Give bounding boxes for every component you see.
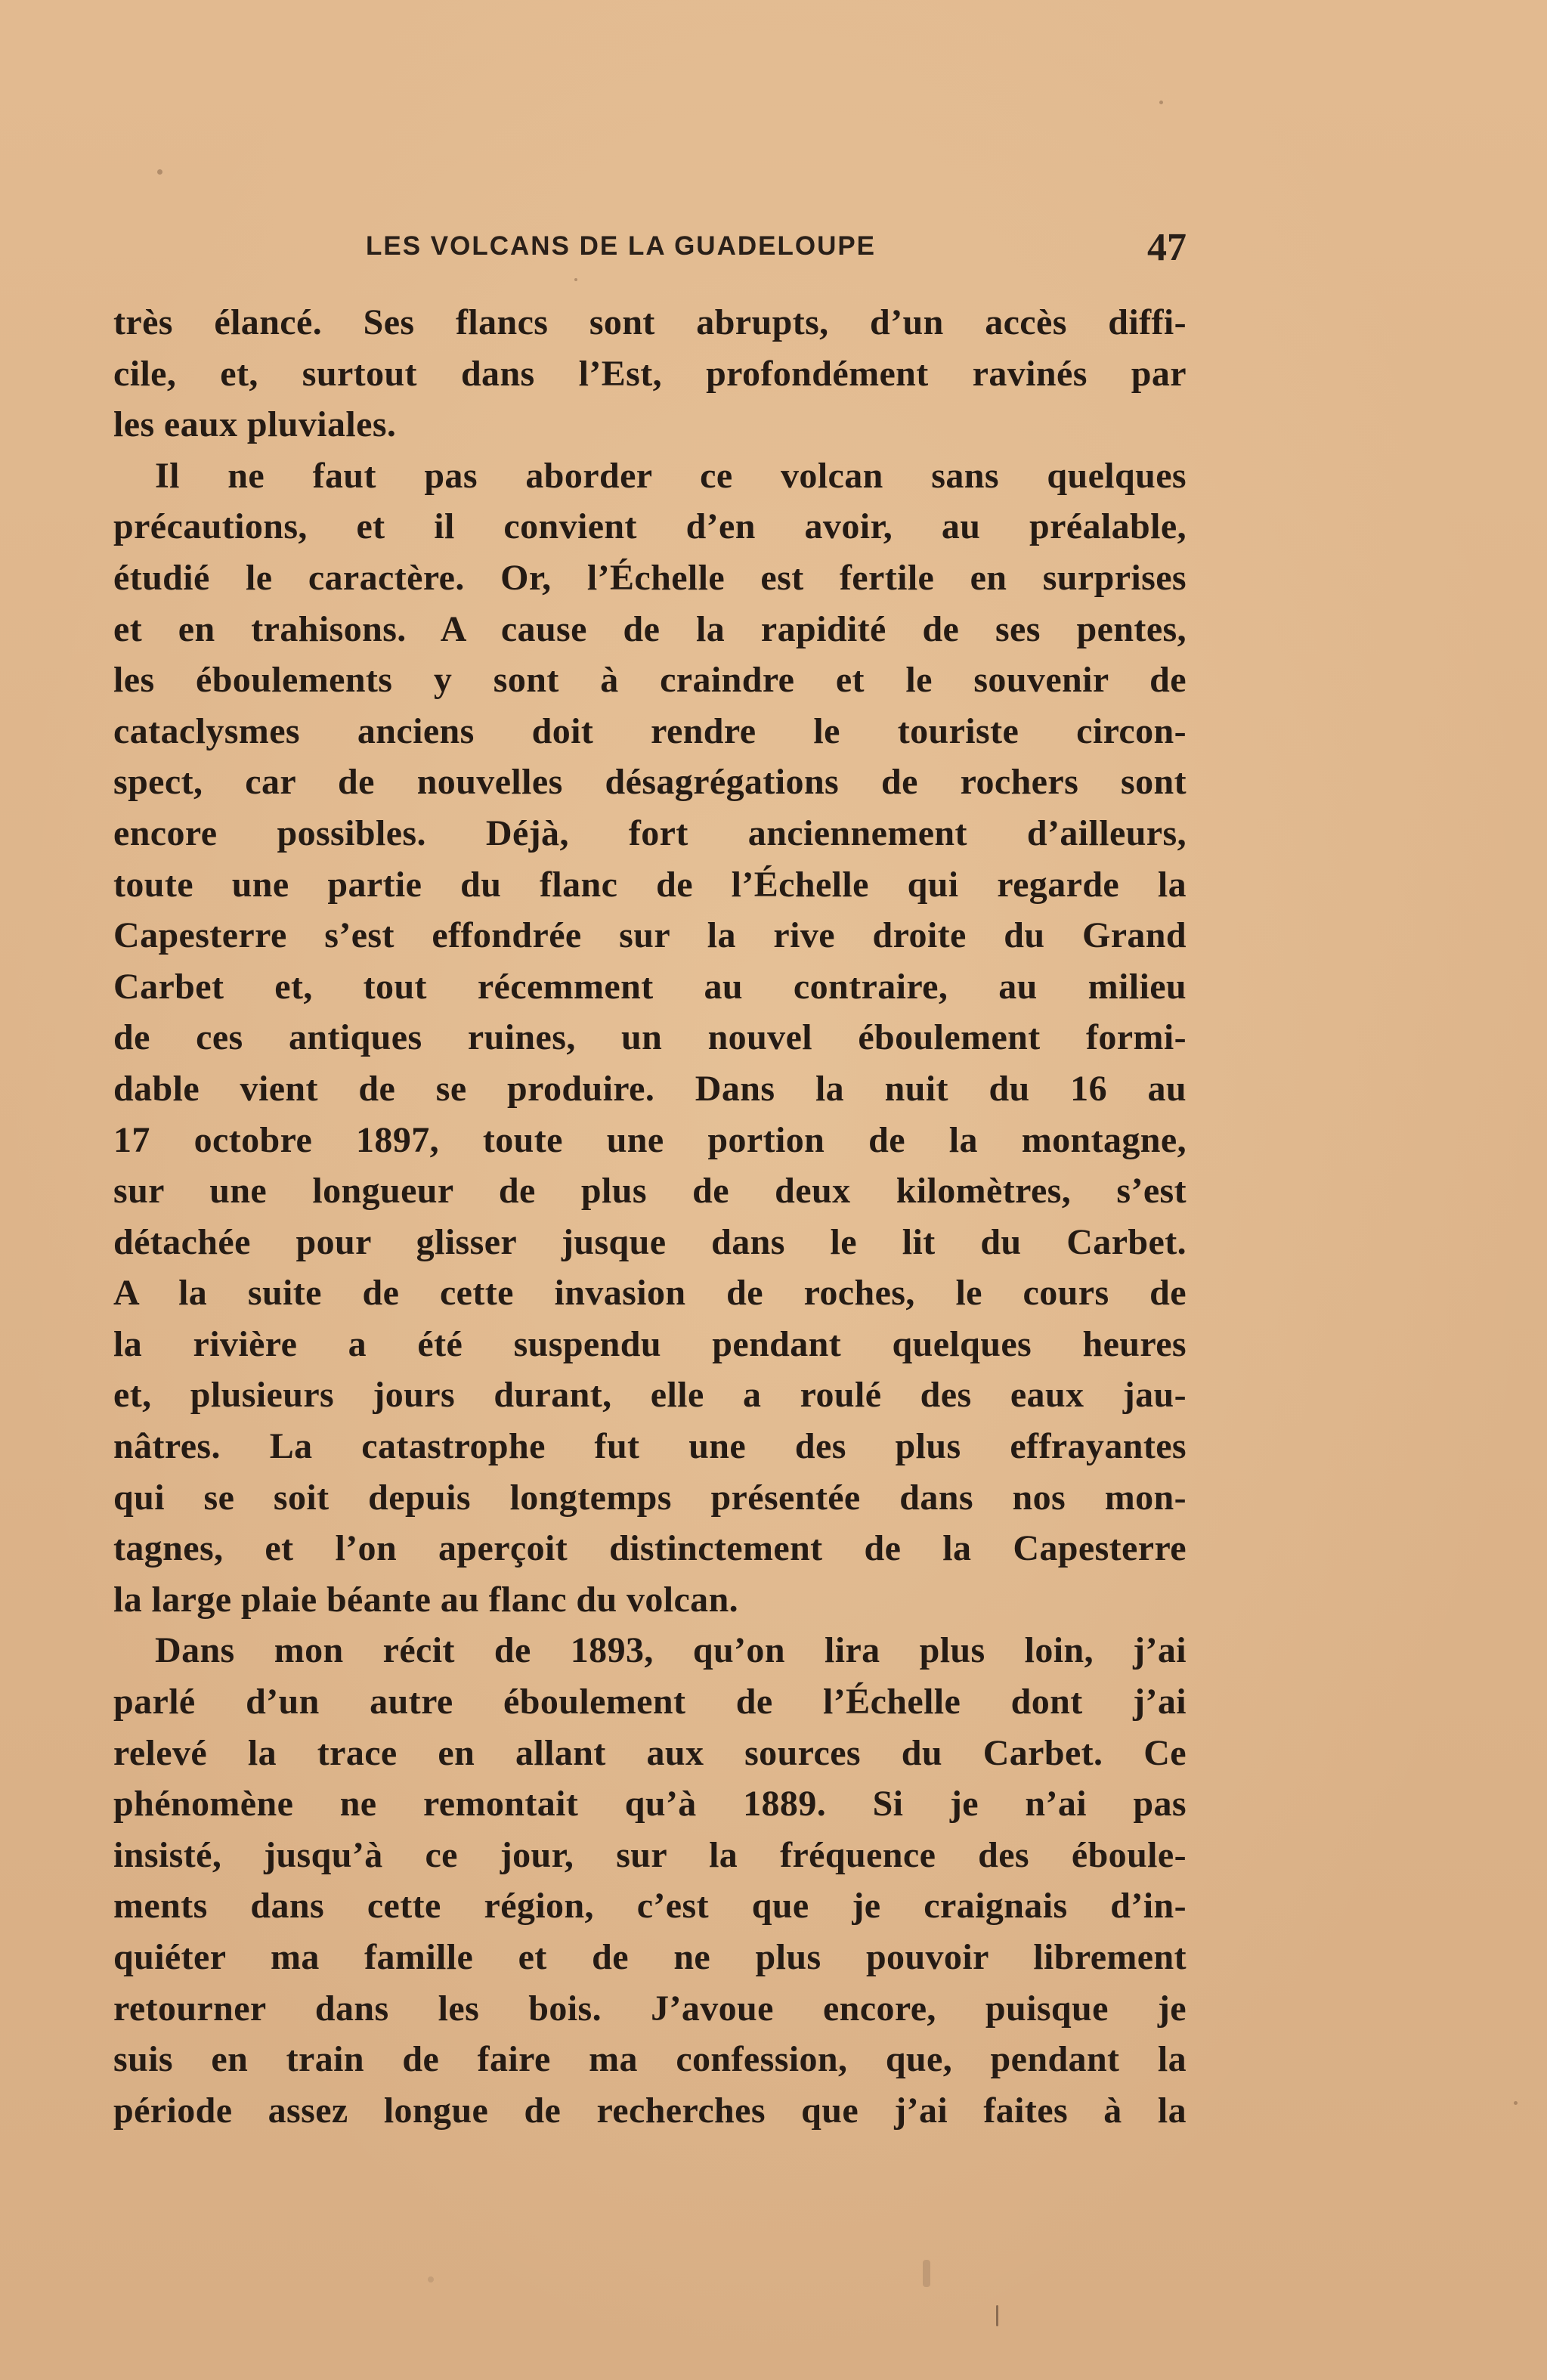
text-line: les eaux pluviales. xyxy=(113,404,397,445)
text-line: les éboulements y sont à craindre et le souvenir de xyxy=(113,660,1187,701)
text-line: Il ne faut pas aborder ce volcan sans quelques xyxy=(155,455,1187,496)
text-line: encore possibles. Déjà, fort anciennement d’ailleurs, xyxy=(113,812,1187,853)
text-line: tagnes, et l’on aperçoit distinctement de la Capesterre xyxy=(113,1528,1187,1569)
paper-speck xyxy=(428,2276,434,2283)
text-line: cataclysmes anciens doit rendre le touriste circon- xyxy=(113,710,1187,751)
page-number: 47 xyxy=(1147,226,1187,269)
paper-speck xyxy=(1514,2101,1518,2105)
text-line: ments dans cette région, c’est que je craignais d’in- xyxy=(113,1886,1187,1927)
text-line: période assez longue de recherches que j’ai faites à la xyxy=(113,2090,1187,2131)
text-line: Capesterre s’est effondrée sur la rive droite du Grand xyxy=(113,915,1187,956)
paper-speck xyxy=(574,278,577,281)
running-title: LES VOLCANS DE LA GUADELOUPE xyxy=(366,231,877,261)
paper-speck xyxy=(923,2260,930,2287)
text-line: A la suite de cette invasion de roches, le cours de xyxy=(113,1273,1187,1314)
text-line: très élancé. Ses flancs sont abrupts, d’un accès diffi- xyxy=(113,302,1187,342)
text-line: parlé d’un autre éboulement de l’Échelle dont j’ai xyxy=(113,1682,1187,1722)
text-line: qui se soit depuis longtemps présentée dans nos mon- xyxy=(113,1477,1187,1518)
text-line: retourner dans les bois. J’avoue encore, puisque je xyxy=(113,1988,1187,2029)
text-line: Carbet et, tout récemment au contraire, au milieu xyxy=(113,966,1187,1007)
text-line: insisté, jusqu’à ce jour, sur la fréquence des éboule- xyxy=(113,1834,1187,1875)
text-line: la large plaie béante au flanc du volcan. xyxy=(113,1579,739,1620)
text-line: relevé la trace en allant aux sources du Carbet. Ce xyxy=(113,1732,1187,1773)
text-line: spect, car de nouvelles désagrégations de rochers sont xyxy=(113,762,1187,803)
body-text xyxy=(113,297,1187,2136)
text-line: 17 octobre 1897, toute une portion de la montagne, xyxy=(113,1119,1187,1160)
text-line: la rivière a été suspendu pendant quelques heures xyxy=(113,1323,1187,1364)
text-line: suis en train de faire ma confession, que, pendant la xyxy=(113,2039,1187,2080)
text-line: précautions, et il convient d’en avoir, au préalable, xyxy=(113,506,1187,547)
text-line: étudié le caractère. Or, l’Échelle est fertile en surprises xyxy=(113,557,1187,598)
text-line: dable vient de se produire. Dans la nuit du 16 au xyxy=(113,1068,1187,1109)
text-line: phénomène ne remontait qu’à 1889. Si je n’ai pas xyxy=(113,1784,1187,1824)
paper-speck xyxy=(996,2305,998,2326)
text-line: de ces antiques ruines, un nouvel éboulement formi- xyxy=(113,1017,1187,1058)
text-line: nâtres. La catastrophe fut une des plus effrayantes xyxy=(113,1426,1187,1467)
text-line: cile, et, surtout dans l’Est, profondément ravinés par xyxy=(113,353,1187,394)
paper-speck xyxy=(157,169,162,175)
text-line: et en trahisons. A cause de la rapidité de ses pentes, xyxy=(113,608,1187,649)
running-head xyxy=(113,225,1187,271)
paper-speck xyxy=(1159,101,1163,104)
text-line: Dans mon récit de 1893, qu’on lira plus loin, j’ai xyxy=(155,1630,1187,1671)
text-line: détachée pour glisser jusque dans le lit du Carbet. xyxy=(113,1221,1187,1262)
text-line: quiéter ma famille et de ne plus pouvoir librement xyxy=(113,1937,1187,1977)
text-line: et, plusieurs jours durant, elle a roulé des eaux jau- xyxy=(113,1375,1187,1416)
text-line: sur une longueur de plus de deux kilomètres, s’est xyxy=(113,1171,1187,1212)
text-line: toute une partie du flanc de l’Échelle qui regarde la xyxy=(113,864,1187,905)
